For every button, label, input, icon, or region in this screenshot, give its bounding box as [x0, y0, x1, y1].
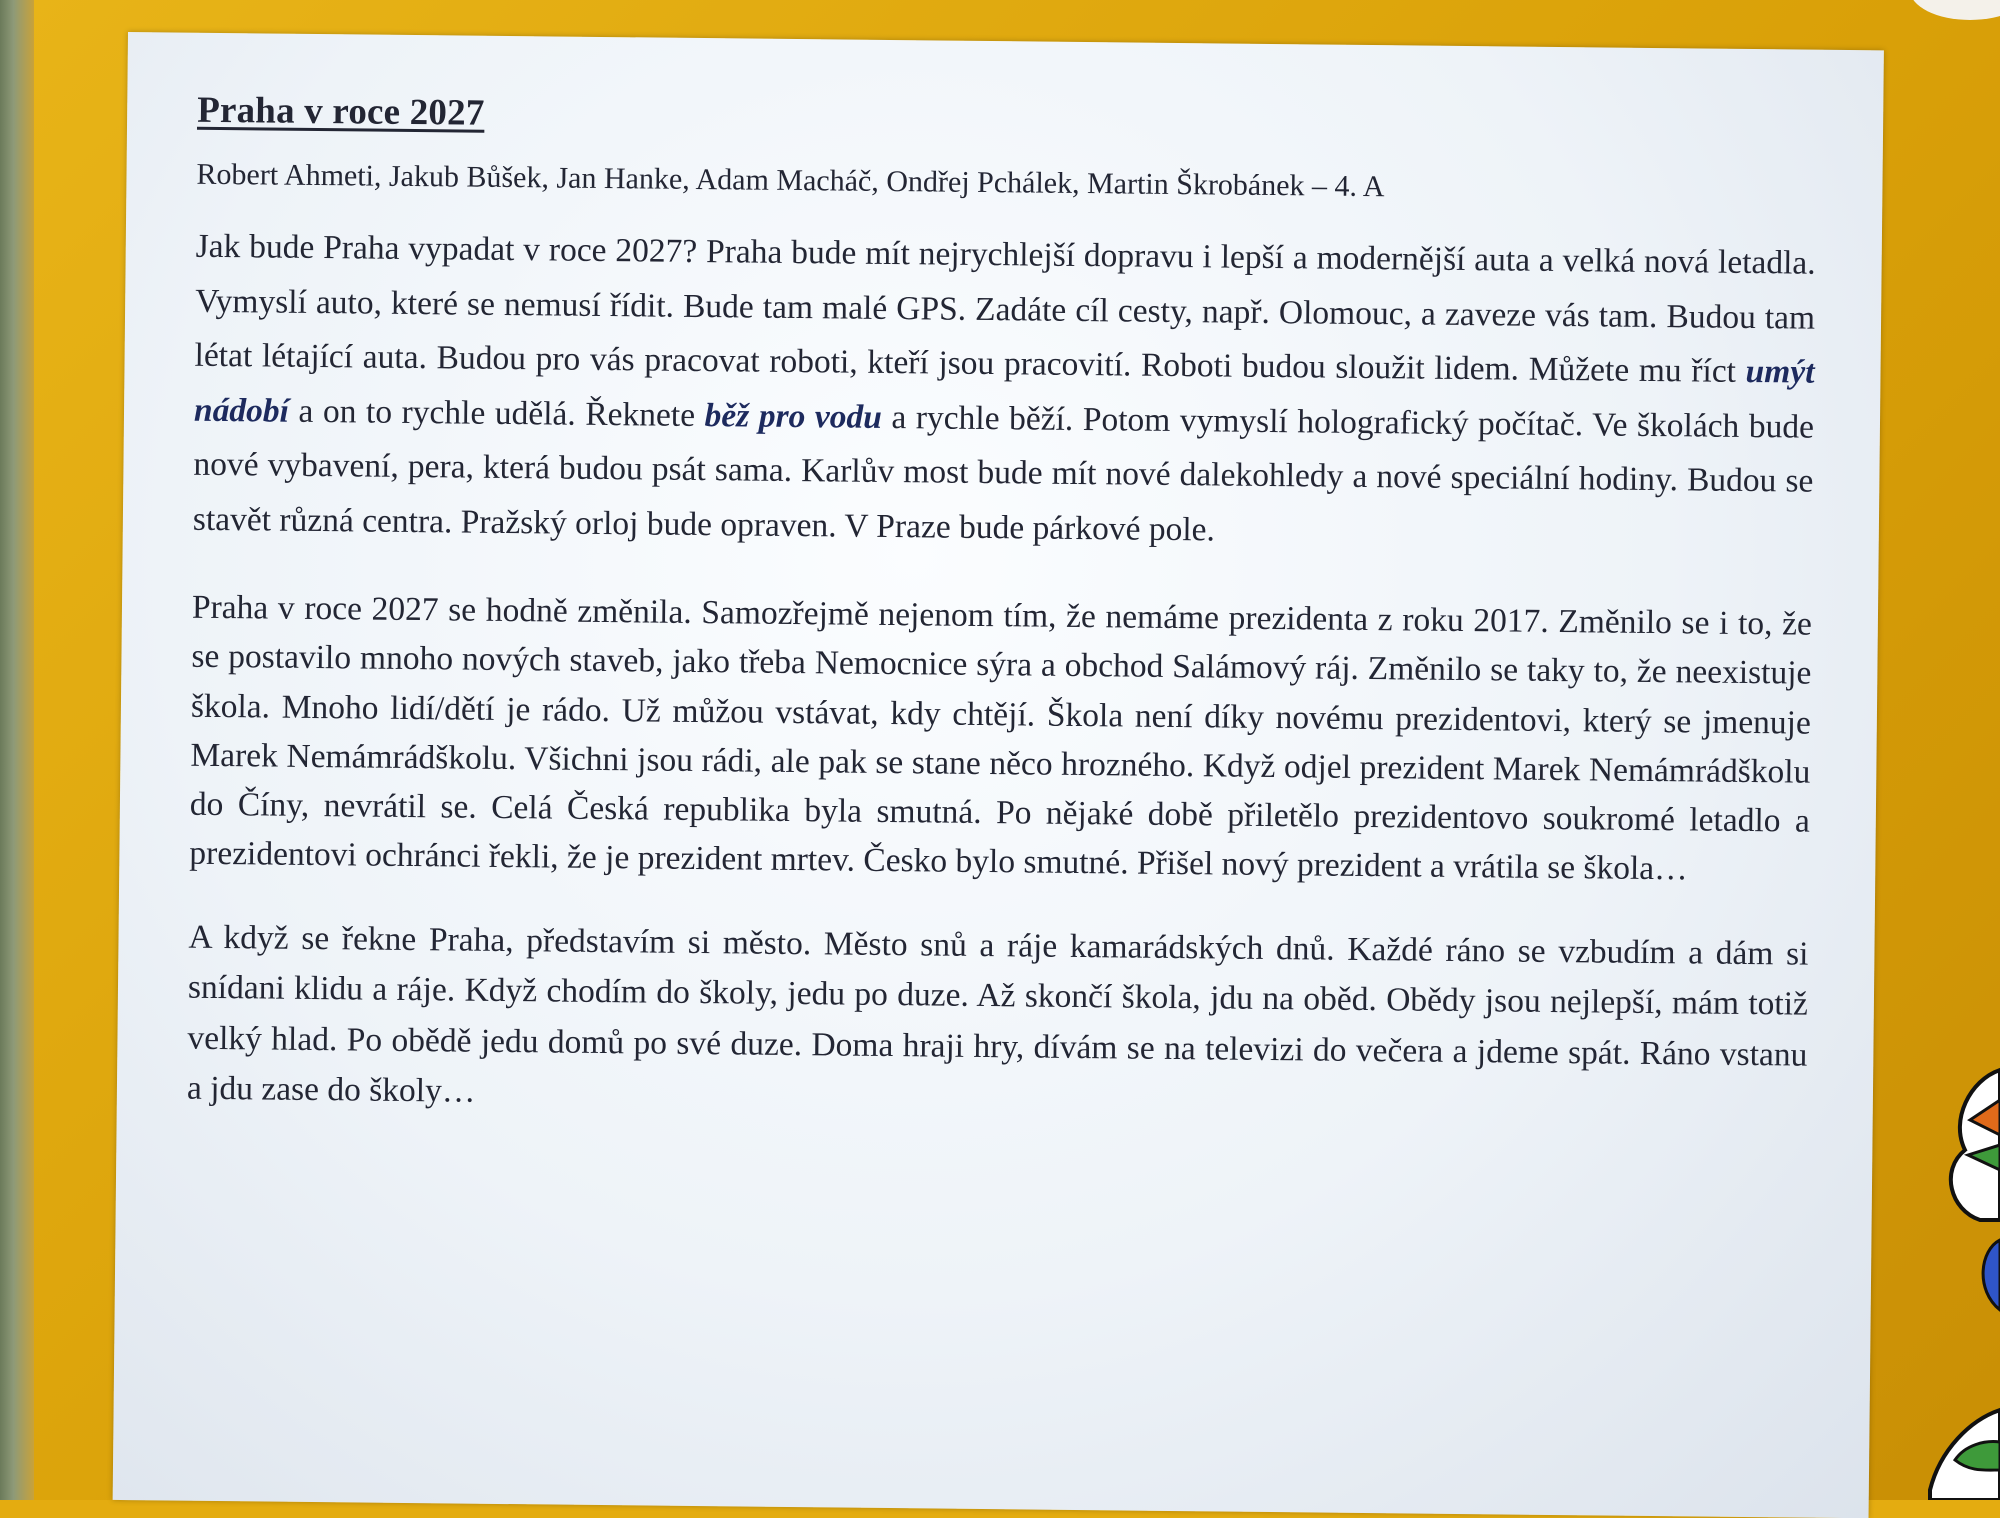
paragraph-1: [193, 220, 1816, 564]
paragraph-3: [187, 912, 1809, 1131]
emphasis-umyt-nadobi: umýt nádobí: [193, 352, 1815, 430]
document-title: Praha v roce 2027: [196, 89, 485, 134]
paragraph-2: [189, 583, 1812, 896]
emphasis-bez-pro-vodu: běž pro vodu: [704, 396, 883, 436]
paragraph-1-text-b: a on to rychle udělá. Řeknete: [288, 392, 705, 434]
paragraph-3-text: A když se řekne Praha, představím si město. Město snů a ráje kamarádských dnů. Každé ráno se vzbudím a dám si snídani klidu a ráje. Když chodím do školy, jedu po duze. Až skončí škola, jdu na oběd. Obědy jsou nejlepší, mám totiž velký hlad. Po obědě jedu domů po své duze. Doma hraji hry, dívám se na televizi do večera a jdeme spát. Ráno vstanu a jdu zase do školy…: [186, 918, 1809, 1110]
cartoon-sticker-decoration: [1910, 1060, 2000, 1500]
paragraph-1-text-a: Jak bude Praha vypadat v roce 2027? Praha bude mít nejrychlejší dopravu i lepší a modernější auta a velká nová letadla. Vymyslí auto, které se nemusí řídit. Bude tam malé GPS. Zadáte cíl cesty, např. Olomouc, a zaveze vás tam. Budou tam létat létající auta. Budou pro vás pracovat roboti, kteří jsou pracovití. Roboti budou sloužit lidem. Můžete mu říct: [194, 227, 1816, 390]
authors-line: Robert Ahmeti, Jakub Bůšek, Jan Hanke, Adam Macháč, Ondřej Pchálek, Martin Škrobánek – 4. A: [196, 157, 1385, 204]
document-content: [186, 89, 1817, 1166]
paper-sheet: [113, 32, 1884, 1518]
paragraph-1-text-c: a rychle běží. Potom vymyslí holografický počítač. Ve školách bude nové vybavení, pera, která budou psát sama. Karlův most bude mít nové dalekohledy a nové speciální hodiny. Budou se stavět různá centra. Pražský orloj bude opraven. V Praze bude párkové pole.: [192, 398, 1815, 548]
paragraph-2-text: Praha v roce 2027 se hodně změnila. Samozřejmě nejenom tím, že nemáme prezidenta z roku 2017. Změnilo se i to, že se postavilo mnoho nových staveb, jako třeba Nemocnice sýra a obchod Salámový ráj. Změnilo se taky to, že neexistuje škola. Mnoho lidí/dětí je rádo. Už můžou vstávat, kdy chtějí. Škola není díky novému prezidentovi, který se jmenuje Marek Nemámrádškolu. Všichni jsou rádi, ale pak se stane něco hrozného. Když odjel prezident Marek Nemámrádškolu do Číny, nevrátil se. Celá Česká republika byla smutná. Po nějaké době přiletělo prezidentovo soukromé letadlo a prezidentovi ochránci řekli, že je prezident mrtev. Česko bylo smutné. Přišel nový prezident a vrátila se škola…: [189, 588, 1813, 888]
left-background-edge: [0, 0, 34, 1500]
